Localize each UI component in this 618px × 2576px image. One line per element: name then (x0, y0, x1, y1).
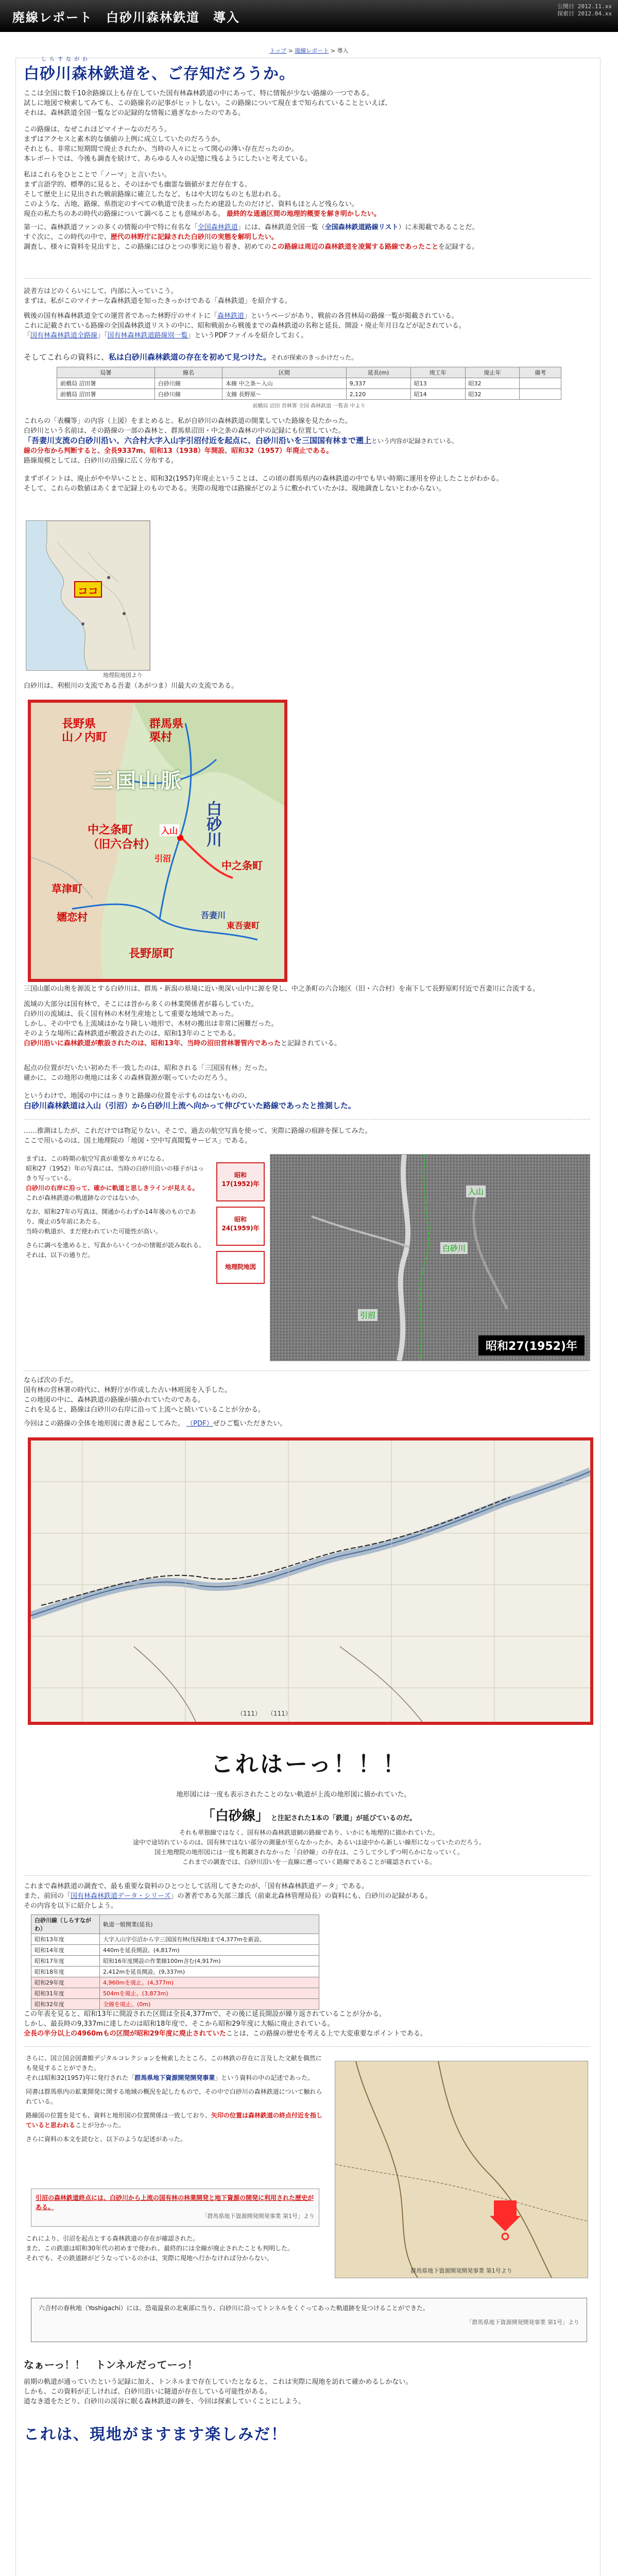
quote-source: 「群馬県地下資源開発開発事業 第1号」より (201, 2213, 315, 2219)
body-text: そしてこれらの資料に、 (24, 352, 109, 362)
intro-text: まず言語学的、標準的に見ると、そのほかでも幽霊な価値がまだ存在する。 (24, 181, 252, 189)
section6-block-2 (24, 2009, 590, 2039)
map-label-gunma: 群馬県 (149, 718, 184, 731)
section3-block-4 (24, 1091, 590, 1111)
breadcrumb-reports[interactable]: 廃線レポート (295, 47, 329, 54)
intro-emphasis: 歴代の林野庁に記録された白砂川の実態を解明したい。 (110, 233, 278, 241)
body-text: これを見ると、路線は白砂川の右岸に沿って上流へと続いていることが分かる。 (24, 1406, 265, 1414)
section4-emphasis: 白砂川の右岸に沿って、確かに軌道と思しきラインが見える。 (26, 1184, 199, 1192)
excerpt-box (31, 2298, 587, 2342)
body-text: 路線図の位置を見ても、資料と地形図の位置関係は一致しており、 (26, 2112, 212, 2119)
body-text: これに記載されている路線の全国森林鉄道リストの中に、昭和戦前から戦後までの森林鉄道の名称と延長、開設・廃止年月日などが記されている。 (24, 322, 466, 330)
table-row (31, 1988, 319, 1999)
body-text: さらに調べを進めると、写真からいくつかの情報が読み取れる。 (26, 1242, 205, 1249)
link-zenkoku[interactable]: 全国森林鉄道 (197, 224, 238, 231)
map-label-hikinuma: 引沼 (154, 854, 171, 863)
body-text: まずは、この時期の航空写真が重要なカギになる。 (26, 1155, 168, 1162)
body-text: その内容を以下に紹介しよう。 (24, 1902, 118, 1910)
intro-block-3 (24, 170, 590, 219)
body-text: 白砂川の流域は、長く国有林の木材生産地として重要な地域であった。 (24, 1010, 238, 1018)
table-cell: 昭和29年度 (31, 1977, 100, 1988)
intro-emphasis: 最終的な通過区間の地理的概要を解き明かしたい。 (226, 210, 381, 218)
intro-text: 私はこれらをひとことで「ノーマ」と言いたい。 (24, 171, 171, 179)
body-text: 「 (24, 332, 31, 340)
aerial-label-iriyama: 入山 (466, 1185, 486, 1197)
table-header: 白砂川線（しらすながわ） (31, 1915, 100, 1934)
section7-emphasis: 矢印の位置は森林鉄道の終点付近を指していると思われる (26, 2112, 323, 2129)
table-cell: 2,120 (346, 389, 410, 400)
body-text: 路線規模としては、白砂川の沿線に広く分布する。 (24, 457, 178, 465)
body-text: それは昭和32(1957)年に発行された「 (26, 2074, 135, 2081)
intro-emphasis: この路線は周辺の森林鉄道を凌駕する路線であったこと (271, 243, 439, 251)
intro-block (24, 89, 590, 118)
table-header: 軌道一般開業(延長) (100, 1915, 319, 1934)
legend-title: 昭和 (234, 1172, 247, 1179)
intro-text: それは、森林鉄道全国一覧などの記録的な情報に過ぎなかったのである。 (24, 109, 245, 117)
table-header-row (31, 1915, 319, 1934)
map-label-nakanojo: 中之条町 (88, 824, 133, 837)
body-text: ことが分かった。 (75, 2122, 125, 2129)
table-header-row (57, 367, 561, 378)
map-label-higashiagatsuma: 東吾妻町 (227, 921, 260, 930)
body-text: 当時の軌道が、まだ使われていた可能性が高い。 (26, 1228, 162, 1235)
table-cell: 昭14 (410, 389, 465, 400)
intro-text: 調査し、様々に資料を見出すと、この路線にはひとつの事実に辿り着き、初めての (24, 243, 271, 251)
body-text: これまでの調査では、白砂川沿いを一直線に遡っていく路線であることが確認されている。 (182, 1858, 436, 1866)
legend-year: 24(1959)年 (221, 1225, 260, 1232)
map-label-agatsuma: 吾妻川 (201, 910, 226, 920)
table-cell: 昭和31年度 (31, 1988, 100, 1999)
map-label-kuri: 栗村 (149, 731, 173, 744)
body-text: ここで用いるのは、国土地理院の「地図・空中写真閲覧サービス」である。 (24, 1137, 252, 1145)
divider (24, 1119, 590, 1120)
section6-block (24, 1882, 590, 1911)
table-cell: 昭和32年度 (31, 1999, 100, 2010)
posted-label: 探索日 2012.04.xx (557, 10, 612, 17)
table-header: 延長(m) (346, 367, 410, 378)
divider (24, 1875, 590, 1876)
overview-map-caption: 地理院地図より (103, 672, 143, 679)
body-text: また、前回の「 (24, 1892, 71, 1900)
section3-conclusion: 白砂川森林鉄道は入山（引沼）から白砂川上流へ向かって伸びていた路線であったと推測した。 (24, 1101, 356, 1110)
body-text: しかも、この資料が正しければ、白砂川沿いに隧道が存在している可能性がある。 (24, 2388, 272, 2396)
intro-text: それとも、非常に短期間で廃止されたか、当時の人々にとって関心の薄い存在だったのか。 (24, 145, 298, 153)
table-cell: 白砂川線 (154, 389, 222, 400)
section2-discovery (24, 352, 590, 363)
route-table-wrap (57, 367, 561, 409)
survey-map-caption: 群馬県地下資源開発開発事業 第1号より (410, 2267, 512, 2274)
link-pdf-all[interactable]: 国有林森林鉄道全路線 (30, 332, 98, 340)
history-table (31, 1914, 319, 2010)
intro-block-2 (24, 125, 590, 164)
intro-text: 第一に、森林鉄道ファンの多くの情報の中で特に有名な「 (24, 224, 198, 231)
body-text: そして、これらの数値はあくまで記録上のものである。実際の現地では路線がどのように敷かれていたかは、現地調査しないとわからない。 (24, 485, 445, 493)
table-row (31, 1934, 319, 1945)
body-text: 」というPDFファイルを紹介しておく。 (187, 332, 308, 340)
table-header: 区間 (222, 367, 347, 378)
doc-title: 群馬県地下資源開発開発事業 (134, 2074, 215, 2081)
table-cell: 全線を廃止。(0m) (100, 1999, 319, 2010)
body-text: しかし、その中でも上流域はかなり険しい地形で、木材の搬出は非常に困難だった。 (24, 1020, 278, 1028)
table-header: 廃止年 (465, 367, 520, 378)
exclaim-heading: これはーっ！！！ (210, 1751, 408, 1777)
map-lead (24, 681, 590, 691)
legend-title: 昭和 (234, 1216, 247, 1223)
section7-text (26, 2054, 324, 2144)
section2-block-4 (24, 474, 590, 494)
body-text: 」というページがあり、戦前の各営林局の路線一覧が掲載されている。 (244, 312, 458, 320)
map-label-shirasuna: 白砂川 (203, 801, 221, 847)
table-header: 線名 (154, 367, 222, 378)
route-quote: 「吾妻川支流の白砂川沿い、六合村大字入山字引沼付近を起点に、白砂川沿いを三国国有林まで遡上 (24, 436, 372, 445)
intro-text: この路線は、なぜこれほどマイナーなのだろう。 (24, 126, 171, 133)
map-label-nagano: 長野県 (62, 718, 96, 731)
breadcrumb (0, 46, 618, 55)
body-text: という内容が記録されている。 (371, 437, 458, 445)
table-row (31, 1956, 319, 1967)
route-summary: 線の分布から判断すると、全長9337m、昭和13（1938）年開設、昭和32（1957）年廃止である。 (24, 447, 333, 455)
table-header: 備考 (520, 367, 561, 378)
body-text: 読者方はどのくらいにして、内部に入っていこう。 (24, 287, 178, 295)
intro-text: 」には、森林鉄道全国一覧（ (237, 224, 325, 231)
body-text: さらに資料の本文を読むと、以下のような記述があった。 (26, 2136, 186, 2143)
breadcrumb-sep: > (329, 47, 337, 54)
table-cell: 昭和18年度 (31, 1967, 100, 1977)
table-cell (520, 378, 561, 389)
body-text: 」という資料の中の記述であった。 (215, 2074, 314, 2081)
body-text: しかし、最長時の9,337mに達したのは昭和18年度で、そこから昭和29年度に大幅に廃止されている。 (24, 2020, 334, 2028)
body-text: と記録されている。 (280, 1040, 341, 1047)
excerpt-source: 「群馬県地下資源開発開発事業 第1号」より (466, 2319, 579, 2326)
header-meta (557, 3, 612, 18)
link-shinrin[interactable]: 森林鉄道 (217, 312, 244, 320)
table-row (31, 1999, 319, 2010)
body-text: 同書は群馬県内の鉱業開発に関する地域の概況を記したもので、その中で白砂川の森林鉄道について触れられている。 (26, 2088, 322, 2105)
aerial-year-badge: 昭和27(1952)年 (478, 1335, 585, 1355)
table-cell: 前橋局 沼田署 (57, 378, 155, 389)
body-text: 前期の軌道が通っていたという記録に加え、トンネルまで存在していたとなると、これは実際に現地を訪れて確かめるしかない。 (24, 2378, 413, 2386)
legend-1959-button[interactable] (216, 1207, 265, 1246)
intro-text: すぐ次に、この時代の中で、 (24, 233, 111, 241)
body-text: 」「 (97, 332, 108, 340)
table-cell: 9,337 (346, 378, 410, 389)
table-cell: 本線 中之条〜入山 (222, 378, 347, 389)
breadcrumb-top[interactable]: トップ (269, 47, 287, 54)
table-cell: 昭13 (410, 378, 465, 389)
body-text: これにより、引沼を起点とする森林鉄道の存在が確認された。 (26, 2235, 199, 2242)
table-cell: 白砂川線 (154, 378, 222, 389)
section2-block-2 (24, 311, 590, 341)
lead-title: 白砂川森林鉄道を、ご存知だろうか。 (24, 65, 295, 83)
body-text: 流域の大部分は国有林で、そこには昔から多くの林業関係者が暮らしていた。 (24, 1001, 258, 1008)
exclaim-body (62, 1828, 556, 1867)
lead-ruby: しらすながわ (41, 57, 91, 62)
table-cell: 4,960mを廃止。(4,377m) (100, 1977, 319, 1988)
legend-year: 17(1952)年 (221, 1180, 260, 1188)
body-text: これまで森林鉄道の調査で、最も重要な資料のひとつとして活用してきたのが、「国有林森林鉄道データ」である。 (24, 1883, 368, 1890)
body-text: 道なき道をたどり、白砂川の渓谷に眠る森林鉄道の跡を、今回は探索していくことにしよう。 (24, 2398, 305, 2405)
map-label-tsumagoi: 嬬恋村 (57, 911, 88, 923)
intro-text: まずはアクセスと素木的な価値の上例に成立していたのだろうか。 (24, 135, 225, 143)
body-text: 今回はこの路線の全体を地形図に書き起こしてみた。 (24, 1420, 185, 1428)
body-text: これが森林鉄道の軌道跡なのではないか。 (26, 1194, 144, 1201)
forest-map (31, 1440, 590, 1722)
tunnel-exclaim: なぁーっ！！ トンネルだってーっ！ (24, 2359, 198, 2371)
table-row (31, 1945, 319, 1956)
table-cell: 2,412mを延長開設。(9,337m) (100, 1967, 319, 1977)
section3-block (24, 984, 590, 994)
body-text: それも単独線ではなく、国有林の森林鉄道網の路線であり、いかにも地理的に描かれていた。 (179, 1829, 439, 1836)
excerpt-text: 六合村の春秋地（Yoshigachi）には、恐竜温泉の北東部に当り、白砂川に沿ってトンネルをくぐってあった軌道跡を見つけることができた。 (39, 2304, 429, 2312)
section3-emphasis: 白砂川沿いに森林鉄道が敷設されたのは、昭和13年、当時の沼田営林署管内であった (24, 1040, 281, 1047)
body-text: 昭和27（1952）年の写真には、当時の白砂川沿いの様子がはっきり写っている。 (26, 1165, 204, 1182)
body-text: まずポイントは、廃止がやや早いことと、昭和32(1957)年廃止ということは、この頃の群馬県内の森林鉄道の中でも早い時期に運用を停止したことがわかる。 (24, 475, 503, 483)
body-text: それは、以下の通りだ。 (26, 1251, 94, 1259)
table-cell: 昭32 (465, 378, 520, 389)
table-caption: 前橋局 沼田 営林署 全国 森林鉄道 一覧表 中より (252, 403, 366, 409)
map-label-iriyama: 入山 (160, 824, 179, 836)
map-label-nakanojo2: 中之条町 (221, 859, 263, 872)
aerial-photo-svg (270, 1155, 590, 1361)
legend-gsi-button[interactable] (216, 1251, 265, 1284)
table-cell: 昭和13年度 (31, 1934, 100, 1945)
body-text: というわけで、地図の中にはっきりと路線の位置を示すものはないものの、 (24, 1092, 251, 1100)
overview-map (26, 520, 150, 671)
link-pdf-list[interactable]: 国有林森林鉄道路線別一覧 (107, 332, 188, 340)
updated-label: 公開日 2012.11.xx (557, 3, 612, 10)
body-text: ぜひご覧いただきたい。 (213, 1420, 287, 1428)
divider (24, 278, 590, 279)
body-text: 戦後の国有林森林鉄道全ての運営者であった林野庁のサイトに「 (24, 312, 217, 320)
body-text: そのような場所に森林鉄道が敷設されたのは、昭和13年のことである。 (24, 1030, 240, 1038)
region-map (31, 703, 284, 979)
aerial-photo (270, 1154, 590, 1361)
table-row (31, 1967, 319, 1977)
section3-block-2 (24, 999, 590, 1048)
section7-text-2 (26, 2234, 324, 2263)
section2-block-3 (24, 416, 590, 466)
intro-text: そして歴史上に見出された戦前路線に確立したなど、もはや大切なものとも思われる。 (24, 191, 285, 198)
breadcrumb-current: 導入 (337, 47, 349, 54)
intro-text: このような、古地、路線、県指定のすべての軌道で決まったため建設したのだけど、資料もほとんど残らない。 (24, 200, 358, 208)
table-row (57, 378, 561, 389)
map-label-kuni: （旧六合村） (88, 838, 156, 851)
discovery-bold: 私は白砂川森林鉄道の存在を初めて見つけた。 (109, 352, 271, 362)
route-table (57, 367, 561, 400)
link-pdf-map[interactable]: （PDF） (186, 1420, 213, 1428)
table-cell: 昭和17年度 (31, 1956, 100, 1967)
forest-map-caption: （111） （111） (237, 1710, 291, 1717)
sand-label: 「白砂線」 (201, 1808, 269, 1824)
history-table-wrap (31, 1914, 319, 2010)
body-text: 起点の位置がだいたい初めた不一致したのは、昭和される「三国国有林」だった。 (24, 1064, 272, 1072)
table-cell: 前橋局 沼田署 (57, 389, 155, 400)
body-text: 三国山脈の山奥を源流とする白砂川は、群馬・新潟の県境に近い奥深い山中に源を発し、中之条町の六合地区（旧・六合村）を南下して長野原町付近で吾妻川に合流する。 (24, 985, 540, 993)
intro-text: ）に未掲載であることだ。 (398, 224, 479, 231)
table-row (57, 389, 561, 400)
map-label-naganohara: 長野原町 (129, 947, 175, 960)
section2-block (24, 286, 590, 306)
map-label-mikuni: 三国山脈 (93, 769, 183, 793)
body-text: 途中で途切れているのは、国有林ではない部分の測量が至らなかったか、あるいは途中から新しい線形になっていたのだろう。 (132, 1839, 485, 1846)
body-text: 確かに、この地形の奥地には多くの森林資源が眠っていたのだろう。 (24, 1074, 232, 1082)
forest-map-svg (31, 1440, 590, 1722)
overview-map-label: ココ (78, 585, 98, 597)
body-text: この地図の中に、森林鉄道の路線が描かれていたのである。 (24, 1396, 205, 1404)
legend-title: 地理院地図 (225, 1263, 256, 1270)
map-label-kusatsu: 草津町 (52, 883, 82, 895)
intro-block-4 (24, 223, 590, 252)
legend-1952-button[interactable] (216, 1162, 265, 1201)
body-text: まずは、私がこのマイナーな森林鉄道を知ったきっかけである「森林鉄道」を紹介する。 (24, 297, 291, 305)
body-text: この年表を見ると、昭和13年に開設された区間は全長4,377mで、その後に延長開設が繰り返されていることが分かる。 (24, 2010, 386, 2018)
sand-note: と注記された1本の「鉄道」が延びているのだ。 (271, 1815, 417, 1822)
body-text: それが探索のきっかけだった。 (271, 354, 358, 361)
body-text: また、この鉄道は昭和30年代の初めまで使われ、最終的には全線が廃止されたことも判明した。 (26, 2245, 294, 2252)
section3-block-3 (24, 1063, 590, 1083)
header-banner (0, 0, 618, 32)
body-text: ならば次の手だ。 (24, 1377, 78, 1384)
body-text: 国土地理院の地形図には一度も掲載されなかった「白砂線」の存在は、こうして少しずつ明らかになっていく。 (154, 1849, 464, 1856)
map-label-yamanouchi: 山ノ内町 (62, 731, 108, 744)
body-text: なお、昭和27年の写真は、開通からわずか14年後のものであり、廃止の5年前にあたる。 (26, 1208, 196, 1225)
section5-block (24, 1376, 590, 1429)
survey-map (335, 2061, 588, 2278)
intro-text: を記録する。 (438, 243, 479, 251)
section6-emphasis: 全長の半分以上の4960mもの区間が昭和29年度に廃止されていた (24, 2030, 226, 2038)
intro-bold: 全国森林鉄道路線リスト (324, 224, 399, 231)
intro-text: 現在の私たちのあの時代の路線について調べることも意味がある。 (24, 210, 225, 218)
link-data-series[interactable]: 国有林森林鉄道データ・シリーズ (71, 1892, 171, 1900)
aerial-label-hikinuma: 引沼 (358, 1309, 377, 1321)
table-row (31, 1977, 319, 1988)
quote-box (31, 2189, 319, 2227)
body-text: 国有林の営林署の時代に、林野庁が作成した古い林班図を入手した。 (24, 1386, 232, 1394)
table-cell: 支線 長野原〜 (222, 389, 347, 400)
quote-text: 引沼の森林鉄道終点には、白砂川から上流の国有林の林業開発と地下資源の開発に利用された歴史がある。 (36, 2194, 314, 2211)
intro-text: ここは全国に数千10余路線以上も存在していた国有林森林鉄道の中にあって、特に情報が少ない路線の一つである。 (24, 90, 374, 97)
table-cell (520, 389, 561, 400)
exclaim-hint: 地形図には一度も表示されたことのない軌道が上流の地形図に描かれていた。 (176, 1791, 411, 1799)
table-cell: 昭和16年度開設の作業線100m含む(4,917m) (100, 1956, 319, 1967)
body-text: さらに、国立国会図書館デジタルコレクションを検索したところ、この林鉄の存在に言及した文献を偶然にも発見することができた。 (26, 2055, 322, 2072)
table-cell: 大字入山字引沼から字三国国有林(伐採地)まで4,377mを新設。 (100, 1934, 319, 1945)
body-text: ことは、この路線の歴史を考える上で大変重要なポイントである。 (226, 2030, 427, 2038)
table-cell: 昭32 (465, 389, 520, 400)
divider (24, 2046, 590, 2047)
survey-map-svg (335, 2061, 588, 2278)
closing-line: これは、現地がますます楽しみだ！ (24, 2426, 287, 2444)
body-text: 白砂川は、利根川の支流である吾妻（あがつま）川最大の支流である。 (24, 682, 238, 690)
body-text: 」の著者である矢部三雄氏（前東北森林管理局長）の資料にも、白砂川の記録がある。 (170, 1892, 432, 1900)
intro-text: 試しに地図で検索してみても、この路線名の記事がヒットしない。この路線について現在まで知られていることといえば、 (24, 99, 392, 107)
table-header: 竣工年 (410, 367, 465, 378)
table-header: 局署 (57, 367, 155, 378)
sand-line (0, 1805, 618, 1824)
body-text: それでも、その鉄道跡がどうなっているのかは、実際に現地へ行かなければ分からない。 (26, 2255, 273, 2262)
table-cell: 504mを廃止。(3,873m) (100, 1988, 319, 1999)
section4-block (24, 1126, 590, 1146)
section8-block (24, 2377, 590, 2406)
divider (24, 1370, 590, 1371)
page-title: 廃線レポート 白砂川森林鉄道 導入 (12, 10, 240, 25)
body-text: 白砂川という名前は、その路線の一部の森林と、群馬県沼田・中之条の森林の中の記録にも位置していた。 (24, 427, 346, 435)
intro-text: 本レポートでは、今後も調査を続けて、あらゆる人々の記憶に残るようにしたいと考えている。 (24, 155, 312, 163)
section4-left-text (26, 1154, 206, 1260)
body-text: ……推測はしたが、これだけでは物足りない。そこで、過去の航空写真を使って、実際に路線の痕跡を探してみた。 (24, 1127, 372, 1135)
table-cell: 440mを延長開設。(4,817m) (100, 1945, 319, 1956)
aerial-label-shirasuna: 白砂川 (440, 1242, 468, 1254)
table-cell: 昭和14年度 (31, 1945, 100, 1956)
breadcrumb-sep: > (286, 47, 295, 54)
body-text: これらの「表欄等」の内容（上図）をまとめると、私が自砂川の森林鉄道の開業していた路線を見たかった。 (24, 417, 352, 425)
